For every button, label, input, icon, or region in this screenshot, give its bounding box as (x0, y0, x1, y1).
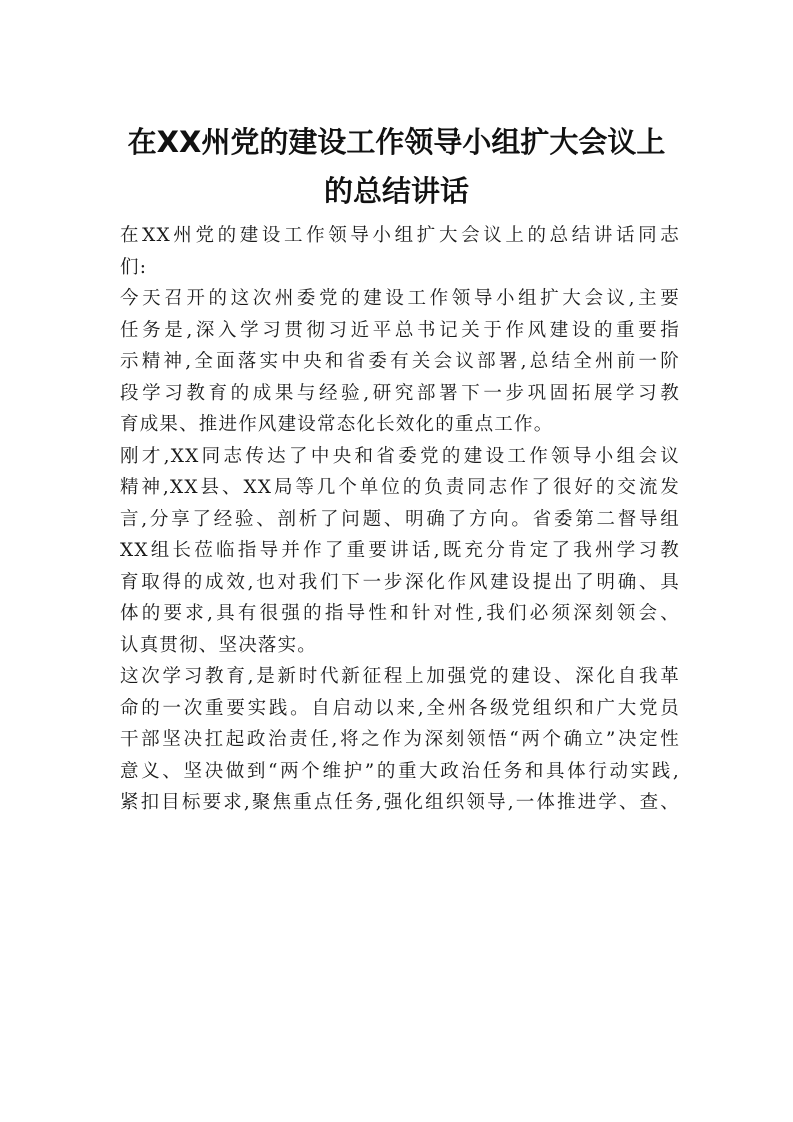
text-line: 认真贯彻、坚决落实。 (120, 634, 318, 656)
title-line-2: 的总结讲话 (323, 174, 469, 208)
text-line: 育成果、推进作风建设常态化长效化的重点工作。 (120, 414, 554, 435)
text-line: 精神,XX县、XX局等几个单位的负责同志作了很好的交流发 (120, 477, 680, 498)
text-line: 段学习教育的成果与经验,研究部署下一步巩固拓展学习教 (120, 382, 680, 404)
title-line-1: 在XX州党的建设工作领导小组扩大会议上 (127, 125, 666, 159)
paragraph-intro (120, 283, 680, 441)
text-line: 体的要求,具有很强的指导性和针对性,我们必须深刻领会、 (120, 603, 680, 624)
text-line: 育取得的成效,也对我们下一步深化作风建设提出了明确、具 (120, 571, 680, 593)
text-line: 干部坚决扛起政治责任,将之作为深刻领悟“两个确立”决定性 (120, 729, 680, 750)
paragraph-salutation (120, 220, 680, 283)
text-line: 示精神,全面落实中央和省委有关会议部署,总结全州前一阶 (120, 351, 680, 372)
text-line: 们: (120, 256, 148, 278)
text-line: 今天召开的这次州委党的建设工作领导小组扩大会议,主要 (120, 288, 680, 309)
text-line: XX组长莅临指导并作了重要讲话,既充分肯定了我州学习教 (120, 540, 680, 561)
text-line: 意义、坚决做到“两个维护”的重大政治任务和具体行动实践, (120, 760, 680, 782)
text-line: 在XX州党的建设工作领导小组扩大会议上的总结讲话同志 (120, 225, 680, 246)
text-line: 任务是,深入学习贯彻习近平总书记关于作风建设的重要指 (120, 319, 680, 341)
text-line: 言,分享了经验、剖析了问题、明确了方向。省委第二督导组 (120, 508, 680, 530)
text-line: 刚才,XX同志传达了中央和省委党的建设工作领导小组会议 (120, 445, 680, 467)
text-line: 命的一次重要实践。自启动以来,全州各级党组织和广大党员 (120, 697, 680, 719)
document-title (100, 118, 693, 216)
text-line: 紧扣目标要求,聚焦重点任务,强化组织领导,一体推进学、查、 (120, 792, 680, 813)
paragraph-review (120, 441, 680, 662)
paragraph-practice (120, 661, 680, 819)
text-line: 这次学习教育,是新时代新征程上加强党的建设、深化自我革 (120, 666, 680, 687)
document-body (120, 220, 680, 819)
